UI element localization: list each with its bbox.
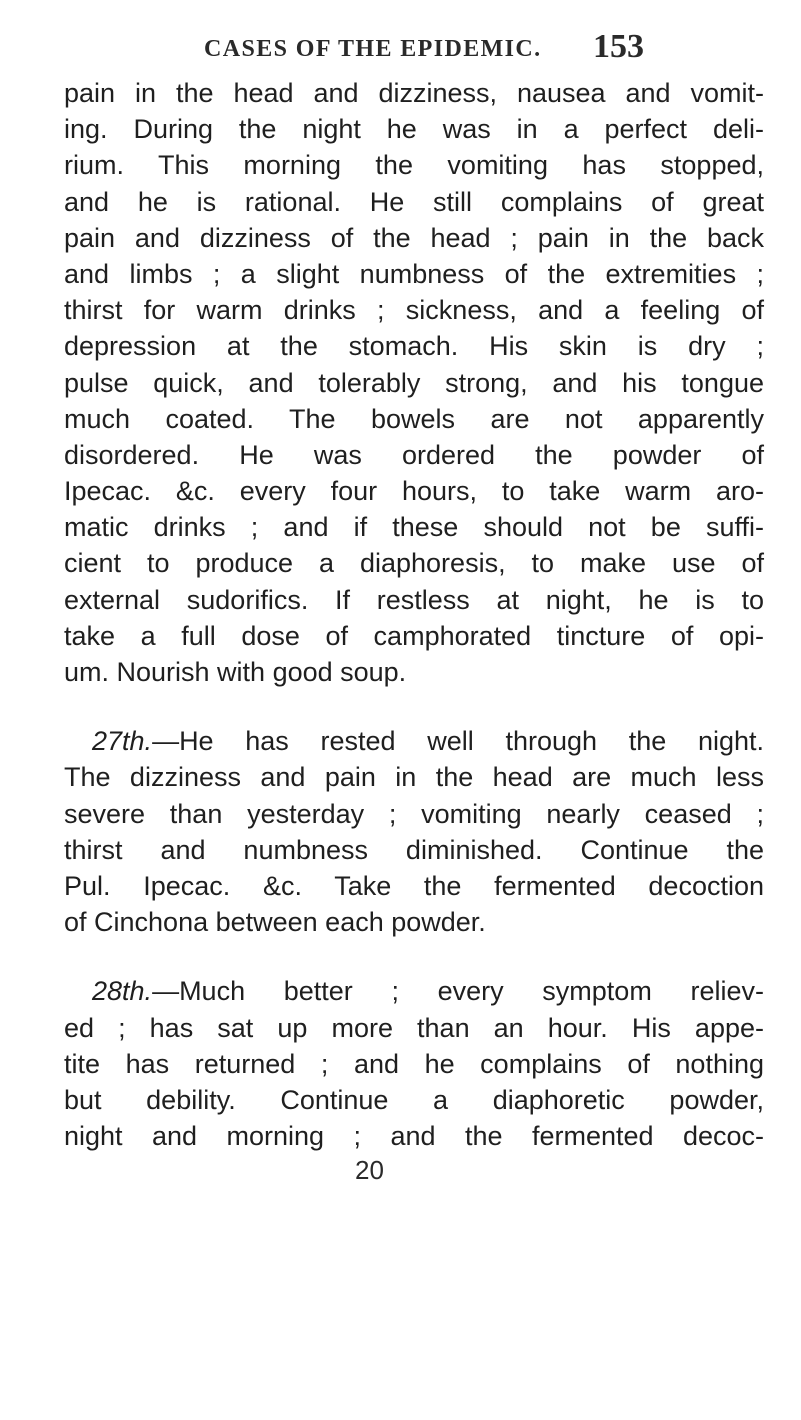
entry-date: 27th. (92, 726, 153, 757)
text-line: severe than yesterday ; vomiting nearly ceased ; (64, 798, 764, 829)
text-line (64, 973, 764, 1009)
text-line: night and morning ; and the fermented decoc- (64, 1121, 764, 1152)
signature-mark: 20 (355, 1155, 384, 1185)
text-line: of Cinchona between each powder. (64, 907, 486, 938)
text-line: rium. This morning the vomiting has stopped, (64, 150, 764, 181)
text-line: The dizziness and pain in the head are much less (64, 762, 764, 793)
body-text (64, 75, 764, 1154)
running-title: CASES OF THE EPIDEMIC. (204, 36, 542, 62)
text-line: cient to produce a diaphoresis, to make use of (64, 548, 764, 579)
text-line: Pul. Ipecac. &c. Take the fermented decoction (64, 870, 764, 901)
paragraph-gap (64, 940, 764, 973)
paragraph-gap (64, 690, 764, 723)
text-line: um. Nourish with good soup. (64, 657, 407, 687)
text-line: take a full dose of camphorated tincture of opi- (64, 620, 764, 651)
text-run: —He has rested well through the night. (152, 726, 764, 757)
text-line: matic drinks ; and if these should not be suffi- (64, 512, 764, 543)
text-line: thirst and numbness diminished. Continue the (64, 834, 764, 865)
text-line: external sudorifics. If restless at night, he is to (64, 584, 764, 615)
text-line: ing. During the night he was in a perfect deli- (64, 114, 764, 145)
text-line: pulse quick, and tolerably strong, and his tongue (64, 367, 764, 398)
text-line: Ipecac. &c. every four hours, to take warm aro- (64, 476, 764, 507)
text-line: pain and dizziness of the head ; pain in the back (64, 222, 764, 253)
entry-date: 28th. (92, 976, 153, 1007)
text-line: pain in the head and dizziness, nausea and vomit- (64, 78, 764, 108)
text-line: and limbs ; a slight numbness of the extremities ; (64, 258, 764, 289)
text-line: depression at the stomach. His skin is dry ; (64, 331, 764, 362)
running-head (204, 28, 644, 68)
text-line: ed ; has sat up more than an hour. His appe- (64, 1012, 764, 1043)
text-line: but debility. Continue a diaphoretic powder, (64, 1084, 764, 1115)
text-line: disordered. He was ordered the powder of (64, 439, 764, 470)
page-number: 153 (593, 28, 644, 65)
text-run: —Much better ; every symptom reliev- (152, 976, 764, 1007)
text-line: thirst for warm drinks ; sickness, and a feeling of (64, 295, 764, 326)
text-line: tite has returned ; and he complains of nothing (64, 1048, 764, 1079)
text-line: much coated. The bowels are not apparently (64, 403, 764, 434)
text-line (64, 723, 764, 759)
text-line: and he is rational. He still complains of great (64, 186, 764, 217)
